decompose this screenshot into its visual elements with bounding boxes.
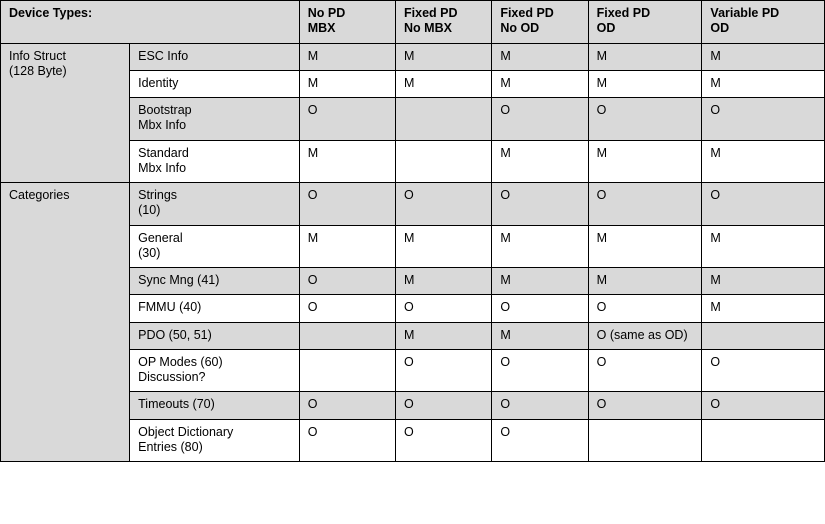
- cell-standard-0: M: [299, 140, 395, 183]
- header-col-3-line2: OD: [596, 21, 616, 36]
- row-name-sync-mng-line1: Sync Mng (41): [138, 273, 220, 287]
- cell-fmmu-0: O: [299, 295, 395, 322]
- cell-bootstrap-0: O: [299, 98, 395, 141]
- cell-strings-1: O: [396, 183, 492, 226]
- cell-fmmu-1: O: [396, 295, 492, 322]
- cell-esc-info-2: M: [492, 43, 588, 70]
- cell-sync-mng-3: M: [588, 268, 702, 295]
- cell-timeouts-4: O: [702, 392, 825, 419]
- header-col-0: [299, 1, 395, 44]
- row-name-strings: [130, 183, 300, 226]
- row-name-object-dictionary-entries-line1: Object Dictionary: [138, 424, 234, 439]
- cell-pdo-1: M: [396, 322, 492, 349]
- row-name-object-dictionary-entries: [130, 419, 300, 462]
- cell-general-1: M: [396, 225, 492, 268]
- row-name-object-dictionary-entries-line2: Entries (80): [138, 439, 203, 454]
- cell-strings-2: O: [492, 183, 588, 226]
- cell-op-modes-1: O: [396, 349, 492, 392]
- row-name-bootstrap-mbx-info-line2: Mbx Info: [138, 118, 187, 133]
- cell-timeouts-1: O: [396, 392, 492, 419]
- cell-fmmu-3: O: [588, 295, 702, 322]
- cell-esc-info-4: M: [702, 43, 825, 70]
- group-label-categories: [1, 183, 130, 462]
- row-name-fmmu: [130, 295, 300, 322]
- row-name-timeouts-line1: Timeouts (70): [138, 397, 215, 412]
- row-name-general-line1: General: [138, 230, 183, 245]
- cell-identity-0: M: [299, 70, 395, 97]
- cell-od-entries-3: [588, 419, 702, 462]
- cell-fmmu-2: O: [492, 295, 588, 322]
- cell-general-0: M: [299, 225, 395, 268]
- cell-standard-2: M: [492, 140, 588, 183]
- row-name-esc-info-line1: ESC Info: [138, 48, 189, 63]
- cell-sync-mng-4: M: [702, 268, 825, 295]
- header-device-types-label: Device Types:: [1, 1, 300, 44]
- cell-od-entries-0: O: [299, 419, 395, 462]
- cell-bootstrap-4: O: [702, 98, 825, 141]
- cell-identity-2: M: [492, 70, 588, 97]
- header-col-0-line2: MBX: [307, 21, 336, 36]
- table-row: [1, 183, 825, 226]
- row-name-strings-line1: Strings: [138, 188, 178, 202]
- row-name-sync-mng: [130, 268, 300, 295]
- cell-esc-info-0: M: [299, 43, 395, 70]
- group-label-info-struct-line1: Info Struct: [9, 48, 66, 63]
- row-name-general: [130, 225, 300, 268]
- header-col-2-line2: No OD: [500, 21, 540, 36]
- row-name-esc-info: [130, 43, 300, 70]
- header-col-1-line1: Fixed PD: [404, 6, 458, 20]
- cell-od-entries-2: O: [492, 419, 588, 462]
- row-name-op-modes: [130, 349, 300, 392]
- cell-strings-0: O: [299, 183, 395, 226]
- row-name-op-modes-line2: Discussion?: [138, 370, 206, 384]
- cell-standard-1: [396, 140, 492, 183]
- row-name-pdo: [130, 322, 300, 349]
- row-name-identity: [130, 70, 300, 97]
- row-name-identity-line1: Identity: [138, 75, 179, 90]
- row-name-strings-line2: (10): [138, 203, 161, 218]
- header-col-3: [588, 1, 702, 44]
- row-name-standard-mbx-info: [130, 140, 300, 183]
- cell-general-2: M: [492, 225, 588, 268]
- row-name-standard-mbx-info-line2: Mbx Info: [138, 160, 187, 175]
- header-col-0-line1: No PD: [307, 6, 346, 20]
- group-label-categories-line1: Categories: [9, 188, 70, 202]
- cell-bootstrap-1: [396, 98, 492, 141]
- cell-pdo-2: M: [492, 322, 588, 349]
- row-name-op-modes-line1: OP Modes (60): [138, 354, 223, 369]
- row-name-standard-mbx-info-line1: Standard: [138, 145, 189, 160]
- header-col-3-line1: Fixed PD: [596, 6, 651, 20]
- row-name-bootstrap-mbx-info-line1: Bootstrap: [138, 103, 192, 117]
- cell-strings-4: O: [702, 183, 825, 226]
- cell-timeouts-3: O: [588, 392, 702, 419]
- cell-general-4: M: [702, 225, 825, 268]
- cell-identity-4: M: [702, 70, 825, 97]
- cell-op-modes-0: [299, 349, 395, 392]
- cell-op-modes-3: O: [588, 349, 702, 392]
- table-row: [1, 43, 825, 70]
- cell-sync-mng-1: M: [396, 268, 492, 295]
- row-name-bootstrap-mbx-info: [130, 98, 300, 141]
- header-col-4: [702, 1, 825, 44]
- cell-general-3: M: [588, 225, 702, 268]
- table-header-row: [1, 1, 825, 44]
- cell-op-modes-2: O: [492, 349, 588, 392]
- header-col-2: [492, 1, 588, 44]
- group-label-info-struct-line2: (128 Byte): [9, 63, 67, 78]
- cell-pdo-3: O (same as OD): [588, 322, 702, 349]
- cell-fmmu-4: M: [702, 295, 825, 322]
- cell-od-entries-1: O: [396, 419, 492, 462]
- cell-op-modes-4: O: [702, 349, 825, 392]
- header-col-4-line1: Variable PD: [710, 6, 780, 20]
- header-col-2-line1: Fixed PD: [500, 6, 554, 20]
- cell-identity-3: M: [588, 70, 702, 97]
- cell-esc-info-1: M: [396, 43, 492, 70]
- row-name-timeouts: [130, 392, 300, 419]
- cell-pdo-0: [299, 322, 395, 349]
- cell-bootstrap-2: O: [492, 98, 588, 141]
- cell-pdo-4: [702, 322, 825, 349]
- row-name-fmmu-line1: FMMU (40): [138, 300, 202, 315]
- row-name-pdo-line1: PDO (50, 51): [138, 327, 212, 342]
- cell-timeouts-2: O: [492, 392, 588, 419]
- row-name-general-line2: (30): [138, 245, 161, 260]
- cell-sync-mng-0: O: [299, 268, 395, 295]
- header-col-1-line2: No MBX: [404, 21, 452, 36]
- cell-bootstrap-3: O: [588, 98, 702, 141]
- cell-standard-3: M: [588, 140, 702, 183]
- cell-standard-4: M: [702, 140, 825, 183]
- cell-strings-3: O: [588, 183, 702, 226]
- group-label-info-struct: [1, 43, 130, 183]
- cell-sync-mng-2: M: [492, 268, 588, 295]
- cell-timeouts-0: O: [299, 392, 395, 419]
- cell-identity-1: M: [396, 70, 492, 97]
- header-col-4-line2: OD: [710, 21, 730, 36]
- cell-od-entries-4: [702, 419, 825, 462]
- header-col-1: [396, 1, 492, 44]
- cell-esc-info-3: M: [588, 43, 702, 70]
